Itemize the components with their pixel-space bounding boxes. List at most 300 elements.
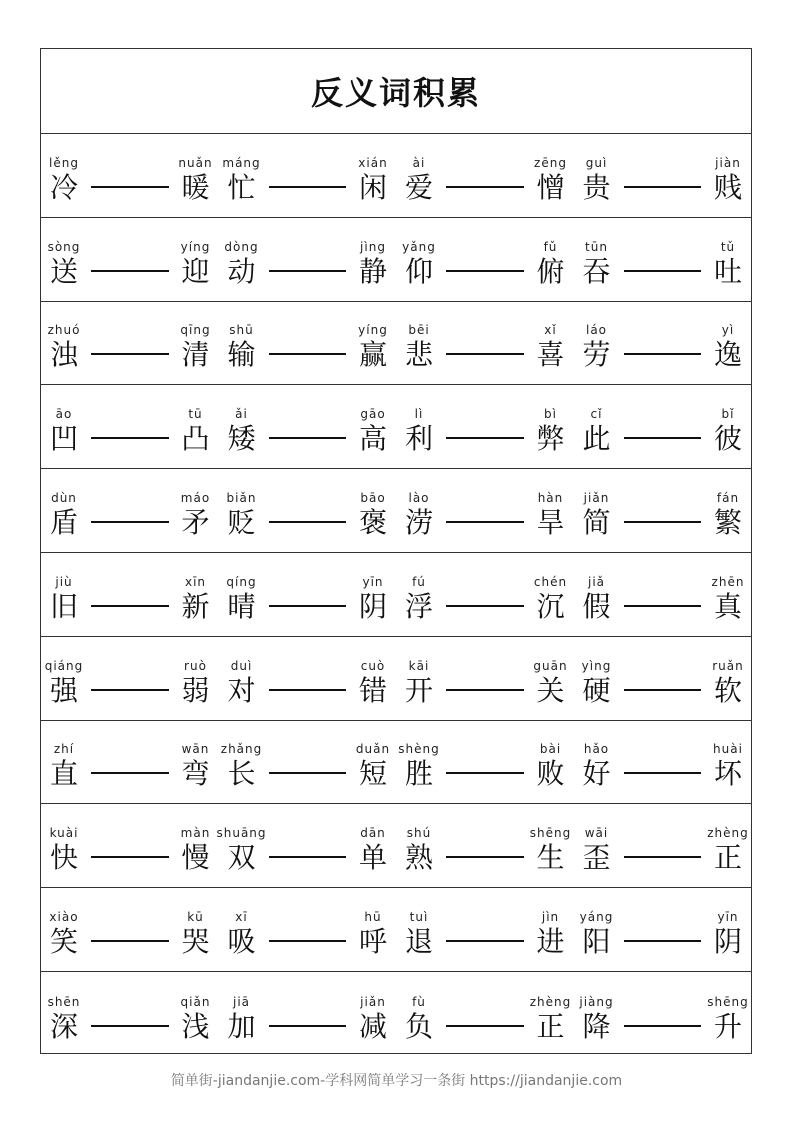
hanzi-character: 动 xyxy=(227,254,256,288)
title-row xyxy=(41,49,751,134)
dash-separator xyxy=(624,1025,702,1027)
hanzi-character: 矮 xyxy=(227,422,256,456)
word-right xyxy=(707,825,749,875)
pinyin-label: fán xyxy=(716,490,740,505)
word-right xyxy=(356,490,390,540)
antonym-pair xyxy=(41,804,219,887)
antonym-pair xyxy=(574,134,752,217)
hanzi-character: 假 xyxy=(582,589,611,623)
pinyin-label: bēi xyxy=(408,323,430,338)
hanzi-character: 笑 xyxy=(49,924,78,958)
pinyin-label: qiáng xyxy=(44,658,84,673)
word-left xyxy=(580,155,614,205)
antonym-pair xyxy=(396,721,574,804)
hanzi-character: 开 xyxy=(404,673,433,707)
antonym-pair xyxy=(574,218,752,301)
pinyin-label: xǐ xyxy=(544,323,557,338)
word-left xyxy=(47,322,81,372)
antonym-pair xyxy=(219,469,397,552)
hanzi-character: 暖 xyxy=(181,170,210,204)
antonym-pair xyxy=(396,804,574,887)
dash-separator xyxy=(91,437,169,439)
hanzi-character: 歪 xyxy=(582,841,611,875)
pinyin-label: zhēn xyxy=(711,574,745,589)
word-right xyxy=(356,155,390,205)
dash-separator xyxy=(446,521,524,523)
hanzi-character: 坏 xyxy=(713,757,742,791)
dash-separator xyxy=(269,521,347,523)
word-left xyxy=(225,909,259,959)
dash-separator xyxy=(624,270,702,272)
hanzi-character: 繁 xyxy=(713,505,742,539)
antonym-pair xyxy=(396,888,574,971)
word-left xyxy=(402,909,436,959)
word-left xyxy=(580,825,614,875)
hanzi-character: 呼 xyxy=(358,924,387,958)
hanzi-character: 强 xyxy=(49,673,78,707)
pinyin-label: duǎn xyxy=(355,742,391,757)
hanzi-character: 浮 xyxy=(404,589,433,623)
dash-separator xyxy=(624,689,702,691)
pinyin-label: nuǎn xyxy=(178,155,213,170)
dash-separator xyxy=(91,772,169,774)
antonym-pair xyxy=(41,888,219,971)
word-left xyxy=(47,574,81,624)
hanzi-character: 败 xyxy=(536,757,565,791)
word-left xyxy=(47,155,81,205)
pinyin-label: hǎo xyxy=(583,742,610,757)
hanzi-character: 憎 xyxy=(536,170,565,204)
antonym-pair xyxy=(574,553,752,636)
word-left xyxy=(580,406,614,456)
word-right xyxy=(356,574,390,624)
word-right xyxy=(711,155,745,205)
hanzi-character: 高 xyxy=(358,422,387,456)
page-title: 反义词积累 xyxy=(310,74,481,112)
antonym-pair xyxy=(219,888,397,971)
dash-separator xyxy=(269,772,347,774)
hanzi-character: 彼 xyxy=(713,422,742,456)
hanzi-character: 吸 xyxy=(227,924,256,958)
word-right xyxy=(356,909,390,959)
dash-separator xyxy=(91,270,169,272)
word-right xyxy=(534,239,568,289)
table-row xyxy=(41,218,751,302)
antonym-pair xyxy=(41,972,219,1056)
word-right xyxy=(356,741,390,791)
pinyin-label: zhèng xyxy=(529,994,572,1009)
table-row xyxy=(41,804,751,888)
hanzi-character: 软 xyxy=(713,673,742,707)
dash-separator xyxy=(446,856,524,858)
word-right xyxy=(711,322,745,372)
word-left xyxy=(580,741,614,791)
pinyin-label: tūn xyxy=(585,239,608,254)
pinyin-label: xiào xyxy=(49,909,79,924)
word-right xyxy=(711,490,745,540)
dash-separator xyxy=(91,940,169,942)
table-row xyxy=(41,888,751,972)
hanzi-character: 弊 xyxy=(536,422,565,456)
pinyin-label: lì xyxy=(414,407,424,422)
hanzi-character: 静 xyxy=(358,254,387,288)
word-left xyxy=(216,825,267,875)
dash-separator xyxy=(91,689,169,691)
pinyin-label: máo xyxy=(180,490,211,505)
hanzi-character: 减 xyxy=(358,1009,387,1043)
word-left xyxy=(225,322,259,372)
hanzi-character: 贵 xyxy=(582,170,611,204)
antonym-pair xyxy=(41,134,219,217)
table-row xyxy=(41,302,751,386)
antonym-pair xyxy=(216,804,397,887)
hanzi-character: 凹 xyxy=(49,422,78,456)
word-left xyxy=(225,490,259,540)
worksheet-table xyxy=(40,48,752,1054)
antonym-pair xyxy=(219,972,397,1056)
hanzi-character: 沉 xyxy=(536,589,565,623)
hanzi-character: 关 xyxy=(536,673,565,707)
antonym-pair xyxy=(396,385,574,468)
antonym-pair xyxy=(396,218,574,301)
hanzi-character: 闲 xyxy=(358,170,387,204)
hanzi-character: 好 xyxy=(582,757,611,791)
word-right xyxy=(179,994,213,1044)
pinyin-label: lěng xyxy=(49,155,79,170)
pinyin-label: ruò xyxy=(184,658,207,673)
table-row xyxy=(41,134,751,218)
hanzi-character: 俯 xyxy=(536,254,565,288)
word-left xyxy=(225,239,259,289)
hanzi-character: 生 xyxy=(536,841,565,875)
hanzi-character: 赢 xyxy=(358,338,387,372)
hanzi-character: 矛 xyxy=(181,505,210,539)
word-right xyxy=(179,406,213,456)
pinyin-label: gāo xyxy=(360,407,386,422)
hanzi-character: 凸 xyxy=(181,422,210,456)
word-right xyxy=(711,406,745,456)
pinyin-label: cuò xyxy=(360,658,386,673)
table-row xyxy=(41,972,751,1056)
hanzi-character: 忙 xyxy=(227,170,256,204)
pinyin-label: màn xyxy=(180,826,211,841)
hanzi-character: 硬 xyxy=(582,673,611,707)
hanzi-character: 旱 xyxy=(536,505,565,539)
dash-separator xyxy=(624,521,702,523)
dash-separator xyxy=(269,353,347,355)
dash-separator xyxy=(446,270,524,272)
pinyin-label: jiā xyxy=(232,994,251,1009)
word-left xyxy=(402,322,436,372)
antonym-pair xyxy=(574,888,752,971)
hanzi-character: 涝 xyxy=(404,505,433,539)
pinyin-label: chén xyxy=(533,574,568,589)
pinyin-label: huài xyxy=(713,742,743,757)
word-left xyxy=(580,490,614,540)
word-left xyxy=(580,239,614,289)
pinyin-label: zēng xyxy=(534,155,567,170)
word-right xyxy=(711,658,745,708)
pinyin-label: tǔ xyxy=(720,239,736,254)
pinyin-label: duì xyxy=(230,658,253,673)
hanzi-character: 简 xyxy=(582,505,611,539)
hanzi-character: 输 xyxy=(227,338,256,372)
pinyin-label: bài xyxy=(539,742,562,757)
word-left xyxy=(220,741,263,791)
pinyin-label: shèng xyxy=(398,742,440,757)
word-left xyxy=(47,994,81,1044)
pinyin-label: yì xyxy=(721,323,735,338)
dash-separator xyxy=(446,437,524,439)
pinyin-label: shēng xyxy=(707,994,749,1009)
word-left xyxy=(402,239,436,289)
dash-separator xyxy=(446,689,524,691)
word-right xyxy=(534,909,568,959)
antonym-pair xyxy=(574,302,752,385)
word-left xyxy=(225,994,259,1044)
hanzi-character: 此 xyxy=(582,422,611,456)
word-left xyxy=(225,406,259,456)
word-right xyxy=(356,825,390,875)
pinyin-label: dùn xyxy=(51,490,77,505)
word-left xyxy=(402,658,436,708)
dash-separator xyxy=(446,186,524,188)
word-right xyxy=(534,155,568,205)
word-left xyxy=(580,658,614,708)
antonym-pair xyxy=(41,218,219,301)
word-left xyxy=(47,490,81,540)
pinyin-label: kū xyxy=(187,909,204,924)
antonym-pair xyxy=(219,721,397,804)
hanzi-character: 弯 xyxy=(181,757,210,791)
footer-source: 简单街-jiandanjie.com-学科网简单学习一条街 https://jiandanjie.com xyxy=(170,1073,623,1089)
word-right xyxy=(534,741,568,791)
hanzi-character: 浅 xyxy=(181,1009,210,1043)
pinyin-label: shēn xyxy=(47,994,81,1009)
word-right xyxy=(179,825,213,875)
word-right xyxy=(711,574,745,624)
word-right xyxy=(534,574,568,624)
hanzi-character: 阴 xyxy=(358,589,387,623)
hanzi-character: 劳 xyxy=(582,338,611,372)
pinyin-label: jiǎ xyxy=(587,574,606,589)
pinyin-label: shú xyxy=(406,826,432,841)
pinyin-label: yīn xyxy=(362,574,384,589)
pinyin-label: xián xyxy=(358,155,388,170)
pinyin-label: wāi xyxy=(584,826,609,841)
word-left xyxy=(402,406,436,456)
word-right xyxy=(356,322,390,372)
word-left xyxy=(222,155,261,205)
word-right xyxy=(711,909,745,959)
word-left xyxy=(402,994,436,1044)
pinyin-label: lào xyxy=(408,490,430,505)
pinyin-label: guān xyxy=(533,658,568,673)
hanzi-character: 弱 xyxy=(181,673,210,707)
hanzi-character: 吞 xyxy=(582,254,611,288)
pinyin-label: tuì xyxy=(409,909,429,924)
pinyin-label: ài xyxy=(412,155,426,170)
antonym-pair xyxy=(219,302,397,385)
word-left xyxy=(44,658,84,708)
dash-separator xyxy=(91,1025,169,1027)
hanzi-character: 送 xyxy=(49,254,78,288)
hanzi-character: 对 xyxy=(227,673,256,707)
word-right xyxy=(711,239,745,289)
pinyin-label: biǎn xyxy=(226,490,257,505)
pinyin-label: xīn xyxy=(184,574,207,589)
word-left xyxy=(402,490,436,540)
pinyin-label: cǐ xyxy=(590,407,603,422)
hanzi-character: 旧 xyxy=(49,589,78,623)
dash-separator xyxy=(446,605,524,607)
word-left xyxy=(402,574,436,624)
antonym-pair xyxy=(574,469,752,552)
hanzi-character: 长 xyxy=(227,757,256,791)
hanzi-character: 盾 xyxy=(49,505,78,539)
hanzi-character: 新 xyxy=(181,589,210,623)
pinyin-label: shū xyxy=(229,323,254,338)
pinyin-label: jiǎn xyxy=(360,994,386,1009)
pinyin-label: jìn xyxy=(541,909,560,924)
pinyin-label: fú xyxy=(412,574,426,589)
table-row xyxy=(41,385,751,469)
hanzi-character: 悲 xyxy=(404,338,433,372)
pinyin-label: yǎng xyxy=(402,239,436,254)
antonym-pair xyxy=(574,721,752,804)
dash-separator xyxy=(91,521,169,523)
dash-separator xyxy=(269,1025,347,1027)
hanzi-character: 贬 xyxy=(227,505,256,539)
pinyin-label: yíng xyxy=(358,323,388,338)
hanzi-character: 阳 xyxy=(582,924,611,958)
word-right xyxy=(179,741,213,791)
pinyin-label: sòng xyxy=(47,239,81,254)
pinyin-label: yíng xyxy=(180,239,211,254)
hanzi-character: 快 xyxy=(49,841,78,875)
antonym-pair xyxy=(41,637,219,720)
word-left xyxy=(398,741,440,791)
antonym-pair xyxy=(574,637,752,720)
pinyin-label: bì xyxy=(544,407,557,422)
hanzi-character: 迎 xyxy=(181,254,210,288)
antonym-pair xyxy=(219,218,397,301)
dash-separator xyxy=(624,437,702,439)
word-left xyxy=(402,155,436,205)
hanzi-character: 哭 xyxy=(181,924,210,958)
hanzi-character: 阴 xyxy=(713,924,742,958)
hanzi-character: 清 xyxy=(181,338,210,372)
hanzi-character: 利 xyxy=(404,422,433,456)
antonym-pair xyxy=(219,385,397,468)
word-left xyxy=(225,658,259,708)
word-right xyxy=(534,490,568,540)
pinyin-label: qíng xyxy=(226,574,257,589)
pinyin-label: zhí xyxy=(53,742,75,757)
hanzi-character: 错 xyxy=(358,673,387,707)
pinyin-label: kuài xyxy=(49,826,79,841)
hanzi-character: 吐 xyxy=(713,254,742,288)
hanzi-character: 晴 xyxy=(227,589,256,623)
table-row xyxy=(41,553,751,637)
hanzi-character: 胜 xyxy=(404,757,433,791)
dash-separator xyxy=(624,772,702,774)
hanzi-character: 加 xyxy=(227,1009,256,1043)
hanzi-character: 正 xyxy=(536,1009,565,1043)
pinyin-label: fù xyxy=(412,994,426,1009)
pinyin-label: zhuó xyxy=(47,323,81,338)
antonym-pair xyxy=(41,721,219,804)
pinyin-label: bǐ xyxy=(721,407,735,422)
hanzi-character: 单 xyxy=(358,841,387,875)
antonym-pair xyxy=(219,637,397,720)
dash-separator xyxy=(91,856,169,858)
dash-separator xyxy=(446,772,524,774)
hanzi-character: 喜 xyxy=(536,338,565,372)
dash-separator xyxy=(269,856,347,858)
word-right xyxy=(356,658,390,708)
pinyin-label: jìng xyxy=(360,239,386,254)
word-right xyxy=(356,239,390,289)
pinyin-label: yìng xyxy=(581,658,612,673)
hanzi-character: 双 xyxy=(227,841,256,875)
word-right xyxy=(529,994,572,1044)
pinyin-label: jiàn xyxy=(715,155,741,170)
word-left xyxy=(580,994,614,1044)
pinyin-label: jiù xyxy=(55,574,73,589)
pinyin-label: bāo xyxy=(360,490,386,505)
word-left xyxy=(47,406,81,456)
pinyin-label: hàn xyxy=(537,490,564,505)
dash-separator xyxy=(624,186,702,188)
pinyin-label: kāi xyxy=(408,658,430,673)
antonym-pair xyxy=(396,637,574,720)
dash-separator xyxy=(624,856,702,858)
antonym-pair xyxy=(574,804,752,887)
dash-separator xyxy=(624,940,702,942)
pinyin-label: shēng xyxy=(529,826,572,841)
word-right xyxy=(534,658,568,708)
word-right xyxy=(179,909,213,959)
hanzi-character: 逸 xyxy=(713,338,742,372)
dash-separator xyxy=(269,605,347,607)
pinyin-label: qiǎn xyxy=(180,994,211,1009)
word-right xyxy=(179,574,213,624)
pinyin-label: ǎi xyxy=(235,407,248,422)
hanzi-character: 升 xyxy=(713,1009,742,1043)
antonym-rows xyxy=(41,134,751,1056)
word-right xyxy=(356,406,390,456)
word-right xyxy=(179,155,213,205)
antonym-pair xyxy=(574,385,752,468)
pinyin-label: xī xyxy=(235,909,248,924)
hanzi-character: 冷 xyxy=(49,170,78,204)
hanzi-character: 正 xyxy=(713,841,742,875)
word-right xyxy=(179,322,213,372)
word-left xyxy=(47,741,81,791)
hanzi-character: 进 xyxy=(536,924,565,958)
table-row xyxy=(41,637,751,721)
dash-separator xyxy=(624,605,702,607)
word-right xyxy=(534,406,568,456)
pinyin-label: zhǎng xyxy=(220,742,263,757)
pinyin-label: fǔ xyxy=(543,239,558,254)
antonym-pair xyxy=(396,972,574,1056)
antonym-pair xyxy=(219,134,397,217)
word-right xyxy=(179,490,213,540)
dash-separator xyxy=(446,353,524,355)
dash-separator xyxy=(624,353,702,355)
